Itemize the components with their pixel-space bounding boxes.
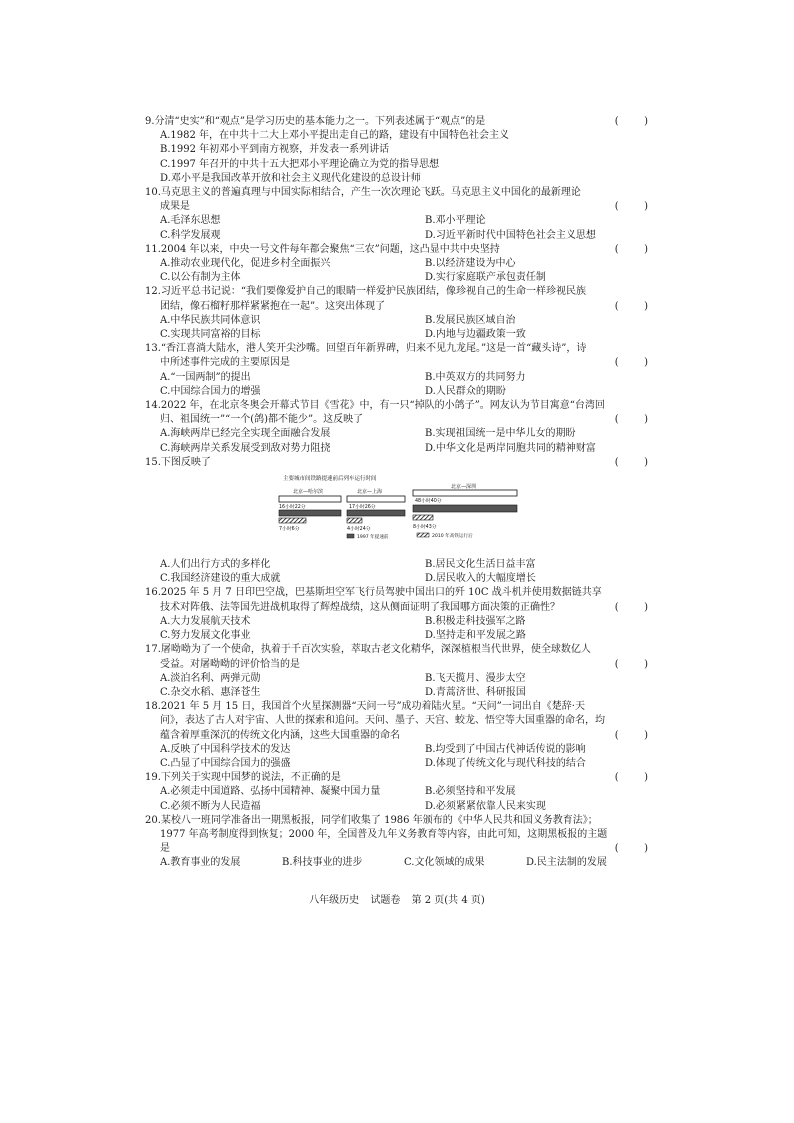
legend-2010-swatch [417,533,429,537]
option-row [160,629,650,643]
option-d: D.必须紧紧依靠人民来实现 [425,800,546,812]
option-row [160,572,650,586]
option-c: C.1997 年召开的中共十五大把邓小平理论确立为党的指导思想 [160,158,440,170]
option-c: C.杂交水稻、惠泽苍生 [160,686,261,698]
option-row [160,800,650,814]
option-b: B.1992 年初邓小平到南方视察，并发表一系列讲话 [160,144,390,156]
option-a: A.大力发展航天技术 [160,615,251,627]
stem-line: 15.下图反映了 [145,456,211,468]
option-c: C.海峡两岸关系发展受到敌对势力阻挠 [160,442,331,454]
question-stem [145,658,650,672]
answer-paren: ( ) [614,300,648,312]
option-d: D.民主法制的发展 [526,857,607,869]
option-row [160,229,650,243]
route-1-before-time: 16小时22分 [279,505,306,511]
route-2-box [347,496,405,502]
option-b: B.发展民族区域自治 [425,314,516,326]
route-1-after-bar [279,518,306,523]
route-1-box [279,496,341,502]
option-c: C.文化领域的成果 [404,857,485,869]
stem-line: 团结，像石榴籽那样紧紧抱在一起”。这突出体现了 [160,300,386,312]
option-a: A.1982 年，在中共十二大上邓小平提出走自己的路，建设有中国特色社会主义 [160,130,510,142]
option-c: C.科学发展观 [160,229,221,241]
legend-2010-label: 2010 年高铁运行后 [432,534,473,540]
question-16 [145,586,650,643]
stem-line: 成果是 [160,201,190,213]
route-3-before-bar [413,505,517,512]
route-label-3: 北京—深圳 [451,484,477,491]
stem-line: 13.“香江喜淌大陆水，港人笑开尖沙嘴。回望百年新界碑，归来不见九龙尾。”这是一首“藏头诗”，诗 [145,343,587,355]
option-c: C.我国经济建设的重大成就 [160,573,281,585]
option-row [160,856,650,870]
option-row [160,385,650,399]
footer-subject: 八年级历史 [309,895,360,906]
footer-page-number: 第 2 页(共 4 页) [411,895,485,906]
stem-line: 中所述事件完成的主要原因是 [160,357,290,369]
option-c: C.凸显了中国综合国力的强盛 [160,757,291,769]
stem-line: 技术对阵俄、法等国先进战机取得了辉煌战绩，这从侧面证明了我国哪方面决策的正确性？ [160,601,560,613]
option-b: B.邓小平理论 [425,215,486,227]
option-row [160,785,650,799]
stem-line: 10.马克思主义的普遍真理与中国实际相结合，产生一次次理论飞跃。马克思主义中国化的最新理论 [145,187,581,199]
option-b: B.均受到了中国古代神话传说的影响 [425,743,586,755]
route-3-after-bar [413,515,433,520]
option-a: A.必须走中国道路、弘扬中国精神、凝聚中国力量 [160,786,381,798]
stem-line: 12.习近平总书记说：“我们要像爱护自己的眼睛一样爱护民族团结，像珍视自己的生命一样珍视民族 [145,286,587,298]
option-b: B.飞天揽月、漫步太空 [425,672,526,684]
option-d: D.人民群众的期盼 [425,385,506,397]
question-12 [145,285,650,342]
option-d: D.坚持走和平发展之路 [425,630,526,642]
option-d: D.青蒿济世、科研报国 [425,686,526,698]
option-row [160,257,650,271]
option-d: D.中华文化是两岸同胞共同的精神财富 [425,442,596,454]
stem-line: 19.下列关于实现中国梦的说法，不正确的是 [145,772,341,784]
option-c: C.中国综合国力的增强 [160,385,261,397]
answer-paren: ( ) [614,843,648,855]
question-stem [145,601,650,615]
option-row [160,672,650,686]
option-a: A.人们出行方式的多样化 [160,559,271,571]
answer-paren: ( ) [614,243,648,255]
question-stem [145,356,650,370]
option-b: B.以经济建设为中心 [425,258,516,270]
stem-line: 20.某校八一班同学准备出一期黑板报，同学们收集了 1986 年颁布的《中华人民共和国义务教育法》； [145,814,598,826]
option-a: A.中华民族共同体意识 [160,314,261,326]
stem-line: 是 [160,843,170,855]
stem-line: 9.分清“史实”和“观点”是学习历史的基本能力之一。下列表述属于“观点”的是 [145,116,486,127]
question-10 [145,186,650,243]
option-row [160,615,650,629]
question-stem [145,729,650,743]
route-1-before-bar [279,510,341,516]
option-b: B.必须坚持和平发展 [425,786,516,798]
page-footer [0,891,794,906]
question-stem [145,115,650,129]
route-3-box [413,490,517,496]
question-stem [145,300,650,314]
answer-paren: ( ) [614,772,648,784]
option-c: C.实现共同富裕的目标 [160,329,261,341]
question-stem [145,771,650,785]
stem-line: 18.2021 年 5 月 15 日，我国首个火星探测器“天问一号”成功着陆火星。“天问”一词出自《楚辞·天 [145,701,585,713]
railway-speed-figure [145,472,650,556]
stem-line: 1977 年高考制度得到恢复；2000 年，全国普及九年义务教育等内容，由此可知，这期黑板报的主题 [160,828,608,840]
option-b: B.居民文化生活日益丰富 [425,559,536,571]
option-b: B.科技事业的进步 [282,857,363,869]
option-b: B.积极走科技强军之路 [425,615,526,627]
question-18 [145,700,650,771]
route-label-1: 北京—哈尔滨 [293,489,324,496]
railway-figure-svg [145,472,650,556]
route-2-before-time: 17小时26分 [349,505,376,511]
option-d: D.习近平新时代中国特色社会主义思想 [425,229,596,241]
answer-paren: ( ) [614,601,648,613]
option-c: C.以公有制为主体 [160,272,241,284]
option-row [160,427,650,441]
option-c: C.必须不断为人民造福 [160,800,261,812]
option-a: A.海峡两岸已经完全实现全面融合发展 [160,428,331,440]
answer-paren: ( ) [614,201,648,213]
stem-line: 14.2022 年，在北京冬奥会开幕式节目《雪花》中，有一只“掉队的小鸽子”。网友认为节目寓意“台湾回 [145,400,605,412]
route-3-before-time: 48小时40分 [415,499,442,505]
legend-1997-label: 1997 年提速前 [357,535,389,541]
option-row [160,558,650,572]
option-b: B.实现祖国统一是中华儿女的期盼 [425,428,576,440]
option-row [160,686,650,700]
option-row [160,757,650,771]
option-c: C.努力发展文化事业 [160,630,251,642]
option-b: B.中英双方的共同努力 [425,371,526,383]
option-d: D.内地与边疆政策一致 [425,329,526,341]
option-d: D.体现了传统文化与现代科技的结合 [425,757,586,769]
stem-line: 16.2025 年 5 月 7 日印巴空战，巴基斯坦空军飞行员驾驶中国出口的歼 10C 战斗机并使用数据链共享 [145,587,602,599]
option-row [160,328,650,342]
option-a: A.教育事业的发展 [160,857,241,869]
option-d: D.实行家庭联产承包责任制 [425,272,546,284]
stem-line: 17.屠呦呦为了一个使命，执着于千百次实验，萃取古老文化精华，深深植根当代世界，使全球数亿人 [145,644,591,656]
question-17 [145,643,650,700]
route-2-after-time: 4小时24分 [347,527,371,533]
option-row [160,314,650,328]
answer-paren: ( ) [614,357,648,369]
option-row [160,271,650,285]
option-a: A.淡泊名利、两弹元勋 [160,672,261,684]
option-row [160,214,650,228]
option-a: A.推动农业现代化，促进乡村全面振兴 [160,258,331,270]
route-2-after-bar [347,518,362,523]
legend-1997-swatch [347,534,354,538]
question-14 [145,399,650,456]
answer-paren: ( ) [614,729,648,741]
question-stem [145,842,650,856]
answer-paren: ( ) [614,116,648,127]
question-9 [145,115,650,186]
option-a: A.“一国两制”的提出 [160,371,251,383]
option-row [160,371,650,385]
question-stem [145,243,650,257]
stem-line: 蕴含着厚重深沉的传统文化内涵，这些大国重器的命名 [160,729,400,741]
answer-paren: ( ) [614,456,648,468]
question-15 [145,456,650,587]
question-list [145,115,650,871]
question-11 [145,243,650,286]
answer-paren: ( ) [614,414,648,426]
option-d: D.邓小平是我国改革开放和社会主义现代化建设的总设计师 [160,172,421,184]
stem-line: 归、祖国统一”“一个(鸽)都不能少”。这反映了 [160,414,364,426]
footer-paper: 试题卷 [370,895,401,906]
route-label-2: 北京—上海 [357,489,383,496]
route-2-before-bar [347,510,405,516]
stem-line: 11.2004 年以来，中央一号文件每年都会聚焦“三农”问题，这凸显中共中央坚持 [145,243,500,255]
figure-title: 主要城市间铁路提速前后列车运行时间 [283,476,377,483]
question-stem [145,413,650,427]
stem-line: 受益。对屠呦呦的评价恰当的是 [160,658,300,670]
option-d: D.居民收入的大幅度增长 [425,573,536,585]
question-stem [145,456,650,470]
option-a: A.反映了中国科学技术的发达 [160,743,291,755]
route-3-after-time: 8小时43分 [413,525,437,531]
question-19 [145,771,650,814]
answer-paren: ( ) [614,658,648,670]
option-a: A.毛泽东思想 [160,215,221,227]
stem-line: 问》，表达了古人对宇宙、人世的探索和追问。天问、墨子、天宫、蛟龙、悟空等大国重器的命名，均 [160,715,605,727]
question-20 [145,814,650,871]
option-row [160,442,650,456]
route-1-after-time: 7小时6分 [279,527,300,533]
option-row [160,743,650,757]
question-stem [145,200,650,214]
question-13 [145,342,650,399]
